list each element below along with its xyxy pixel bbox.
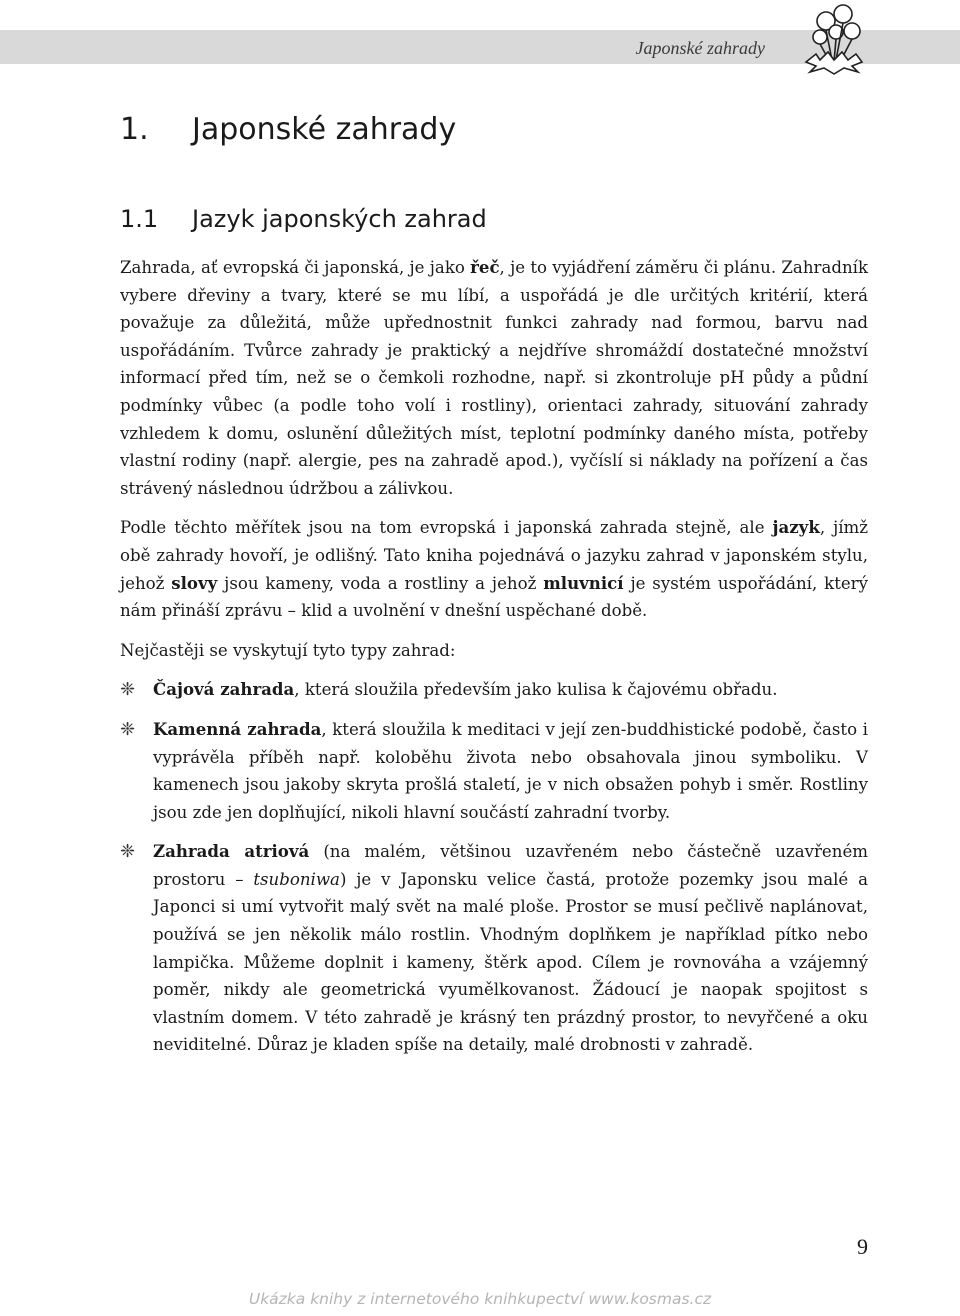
page-number: 9 <box>857 1234 868 1259</box>
section-number: 1.1 <box>120 205 159 233</box>
emphasis-mluvnici: mluvnicí <box>543 572 624 593</box>
garden-types-list <box>120 676 868 1059</box>
running-header-title: Japonské zahrady <box>635 38 765 58</box>
chapter-heading <box>120 112 456 147</box>
section-heading <box>120 205 487 233</box>
bullet-icon: ❈ <box>120 718 136 740</box>
term-atrium-garden: Zahrada atriová <box>153 841 310 862</box>
paragraph-intro: Zahrada, ať evropská či japonská, je jako řeč, je to vyjádření záměru či plánu. Zahradník vybere dřeviny a tvary, které se mu líbí, a uspořádá je dle určitých kritérií, která považuje za důležitá, může upřednostnit funkci zahrady nad formou, barvu nad uspořádáním. Tvůrce zahrady je praktický a nejdříve shromáždí dostatečné množství informací před tím, než se o čemkoli rozhodne, např. si zkontroluje pH půdy a půdní podmínky vůbec (a podle toho volí i rostliny), orientaci zahrady, situování zahrady vzhledem k domu, oslunění důležitých míst, teplotní podmínky daného místa, potřeby vlastní rodiny (např. alergie, pes na zahradě apod.), vyčíslí si náklady na pořízení a čas strávený následnou údržbou a zálivkou. <box>120 257 869 498</box>
emphasis-rec: řeč <box>470 257 500 277</box>
paragraph-language: Podle těchto měřítek jsou na tom evropská i japonská zahrada stejně, ale jazyk, jímž obě zahrady hovoří, je odlišný. Tato kniha pojednává o jazyku zahrad v japonském stylu, jehož slovy jsou kameny, voda a rostliny a jehož mluvnicí je systém uspořádání, který nám přináší zprávu – klid a uvolnění v dnešní uspěchané době. <box>120 517 868 621</box>
list-item-stone-garden: ❈ Kamenná zahrada, která sloužila k meditaci v její zen-buddhistické podobě, často i vyprávěla příběh např. koloběhu života nebo obsahovala jinou symboliku. V kamenech jsou jakoby skryta prošlá staletí, je v nich obsažen pohyb i směr. Rostliny jsou zde jen doplňující, nikoli hlavní součástí zahradní tvorby. <box>120 716 868 826</box>
paragraph-types-intro: Nejčastěji se vyskytují tyto typy zahrad: <box>120 640 456 660</box>
term-tsuboniwa: tsuboniwa <box>253 869 340 889</box>
trees-logo-icon <box>796 2 872 78</box>
chapter-title: Japonské zahrady <box>192 112 457 147</box>
body-text <box>120 254 868 1071</box>
section-title: Jazyk japonských zahrad <box>192 205 487 233</box>
term-stone-garden: Kamenná zahrada <box>153 718 322 739</box>
bullet-icon: ❈ <box>120 679 136 701</box>
list-item-tea-garden: ❈ Čajová zahrada, která sloužila především jako kulisa k čajovému obřadu. <box>120 676 868 704</box>
bullet-icon: ❈ <box>120 841 136 863</box>
list-item-atrium-garden: ❈ Zahrada atriová (na malém, většinou uzavřeném nebo částečně uzavřeném prostoru – tsuboniwa) je v Japonsku velice častá, protože pozemky jsou malé a Japonci si umí vytvořit malý svět na malé ploše. Prostor se musí pečlivě naplánovat, používá se jen několik málo rostlin. Vhodným doplňkem je například pítko nebo lampička. Můžeme doplnit i kameny, štěrk apod. Cílem je rovnováha a vzájemný poměr, nikdy ale geometrická vyumělkovanost. Žádoucí je naopak spojitost s vlastním domem. V této zahradě je krásný ten prázdný prostor, to nevyřčené a oku neviditelné. Důraz je kladen spíše na detaily, malé drobnosti v zahradě. <box>120 838 868 1059</box>
footer-watermark: Ukázka knihy z internetového knihkupectví www.kosmas.cz <box>248 1290 712 1308</box>
emphasis-jazyk: jazyk <box>772 517 820 538</box>
term-tea-garden: Čajová zahrada <box>153 679 295 700</box>
chapter-number: 1. <box>120 112 149 147</box>
emphasis-slovy: slovy <box>171 572 218 593</box>
